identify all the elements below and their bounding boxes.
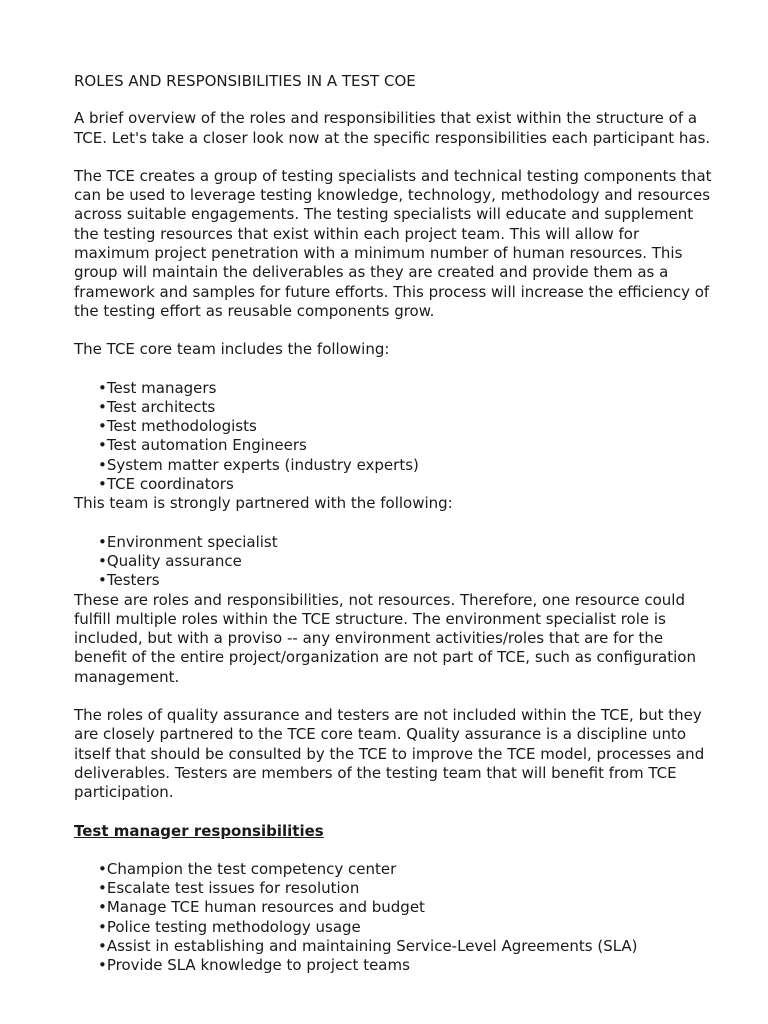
partner-list — [74, 533, 714, 591]
qa-paragraph: The roles of quality assurance and testers are not included within the TCE, but they are closely partnered to the TCE core team. Quality assurance is a discipline unto itself that should be consulted by the TCE to improve the TCE model, processes and deliverables. Testers are members of the testing team that will benefit from TCE participation. — [74, 706, 705, 802]
list-item: •Test managers — [98, 378, 217, 397]
list-item: •Manage TCE human resources and budget — [98, 898, 425, 917]
list-item: •Provide SLA knowledge to project teams — [98, 956, 410, 975]
list-item: •TCE coordinators — [98, 475, 234, 494]
list-item: •Champion the test competency center — [98, 859, 397, 878]
partner-intro: This team is strongly partnered with the following: — [74, 494, 453, 513]
list-item: •System matter experts (industry experts) — [98, 455, 419, 474]
list-item: •Environment specialist — [98, 532, 278, 551]
intro-paragraph: A brief overview of the roles and responsibilities that exist within the structure of a TCE. Let's take a closer look now at the specific responsibilities each participant has. — [74, 109, 711, 147]
tce-paragraph: The TCE creates a group of testing specialists and technical testing components that can be used to leverage testing knowledge, technology, methodology and resources across suitable engagements. The testing specialists will educate and supplement the testing resources that exist within each project team. This will allow for maximum project penetration with a minimum number of human resources. This group will maintain the deliverables as they are created and provide them as a framework and samples for future efforts. This process will increase the efficiency of the testing effort as reusable components grow. — [74, 166, 712, 320]
list-item: •Test automation Engineers — [98, 436, 307, 455]
list-item: •Assist in establishing and maintaining Service-Level Agreements (SLA) — [98, 936, 638, 955]
document-title: ROLES AND RESPONSIBILITIES IN A TEST COE — [74, 72, 416, 90]
core-team-list — [74, 379, 714, 495]
manager-heading: Test manager responsibilities — [74, 821, 324, 840]
list-item: •Test methodologists — [98, 417, 257, 436]
list-item: •Test architects — [98, 397, 216, 416]
core-team-intro: The TCE core team includes the following: — [74, 340, 390, 359]
list-item: •Testers — [98, 571, 160, 590]
manager-responsibilities-list — [74, 860, 714, 976]
roles-paragraph: These are roles and responsibilities, not resources. Therefore, one resource could fulfill multiple roles within the TCE structure. The environment specialist role is included, but with a proviso -- any environment activities/roles that are for the benefit of the entire project/organization are not part of TCE, such as configuration management. — [74, 590, 696, 686]
list-item: •Quality assurance — [98, 551, 242, 570]
document-page — [74, 72, 714, 976]
list-item: •Police testing methodology usage — [98, 917, 361, 936]
list-item: •Escalate test issues for resolution — [98, 879, 360, 898]
